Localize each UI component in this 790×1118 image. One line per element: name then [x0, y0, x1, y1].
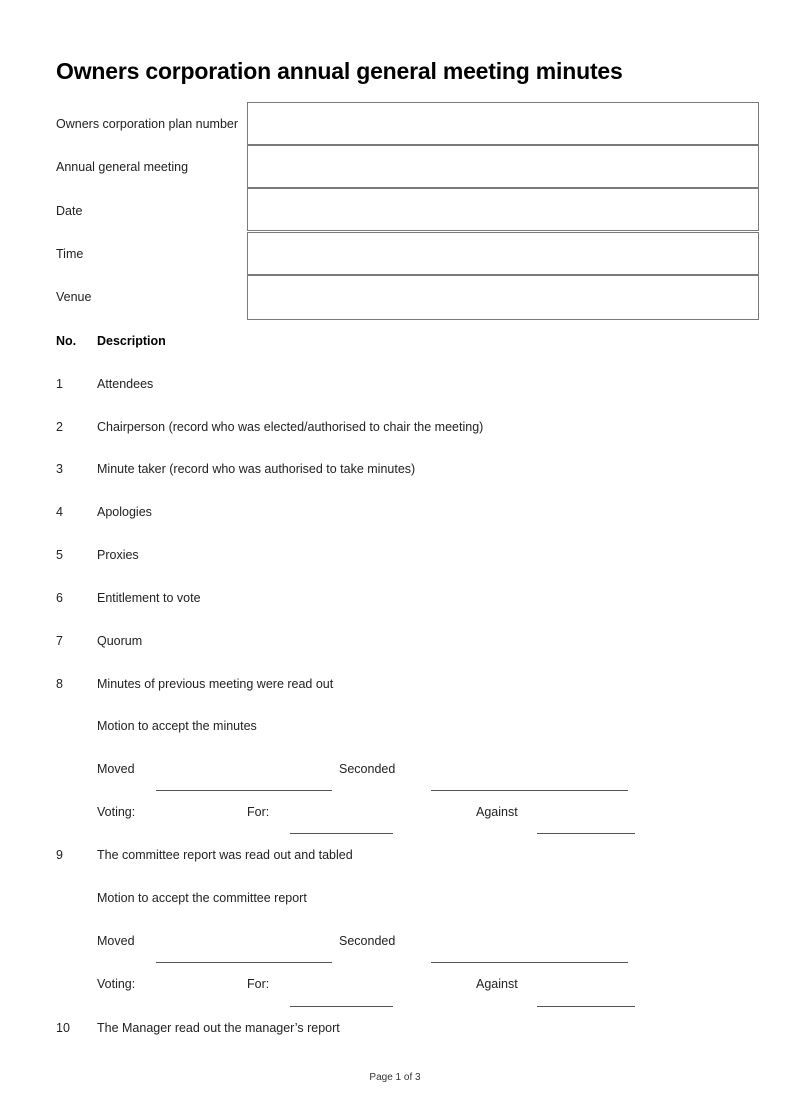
against-label: Against [476, 805, 518, 819]
item-description-entitlement: Entitlement to vote [97, 591, 201, 605]
venue-field[interactable] [247, 275, 759, 320]
agm-field[interactable] [247, 145, 759, 188]
item-number: 2 [56, 420, 63, 434]
plan-number-field[interactable] [247, 102, 759, 145]
field-label-time: Time [56, 247, 84, 261]
item-description-previous-minutes: Minutes of previous meeting were read out [97, 677, 334, 691]
item-number: 5 [56, 548, 63, 562]
motion-title: Motion to accept the committee report [97, 891, 307, 905]
seconded-input-line[interactable] [431, 790, 628, 791]
against-input-line[interactable] [537, 833, 635, 834]
field-label-agm: Annual general meeting [56, 160, 189, 174]
field-label-venue: Venue [56, 290, 92, 304]
item-description-minute-taker: Minute taker (record who was authorised to take minutes) [97, 462, 416, 476]
item-description-apologies: Apologies [97, 505, 152, 519]
item-number: 10 [56, 1021, 70, 1035]
item-number: 9 [56, 848, 63, 862]
seconded-label: Seconded [339, 934, 396, 948]
for-input-line[interactable] [290, 833, 393, 834]
item-number: 1 [56, 377, 63, 391]
item-number: 7 [56, 634, 63, 648]
item-description-chairperson: Chairperson (record who was elected/authorised to chair the meeting) [97, 420, 484, 434]
item-description-committee-report: The committee report was read out and tabled [97, 848, 353, 862]
page-number: Page 1 of 3 [369, 1072, 421, 1083]
for-label: For: [247, 805, 270, 819]
item-number: 4 [56, 505, 63, 519]
for-label: For: [247, 977, 270, 991]
moved-input-line[interactable] [156, 790, 332, 791]
motion-title: Motion to accept the minutes [97, 719, 257, 733]
moved-input-line[interactable] [156, 962, 332, 963]
column-header-no: No. [56, 334, 77, 348]
against-label: Against [476, 977, 518, 991]
item-description-quorum: Quorum [97, 634, 143, 648]
page-title: Owners corporation annual general meeting minutes [56, 58, 623, 84]
item-description-attendees: Attendees [97, 377, 154, 391]
time-field[interactable] [247, 232, 759, 275]
voting-label: Voting: [97, 805, 136, 819]
moved-label: Moved [97, 762, 135, 776]
date-field[interactable] [247, 188, 759, 231]
item-description-manager-report: The Manager read out the manager’s report [97, 1021, 340, 1035]
seconded-label: Seconded [339, 762, 396, 776]
voting-label: Voting: [97, 977, 136, 991]
column-header-description: Description [97, 334, 166, 348]
moved-label: Moved [97, 934, 135, 948]
item-number: 6 [56, 591, 63, 605]
field-label-plan-number: Owners corporation plan number [56, 117, 239, 131]
item-description-proxies: Proxies [97, 548, 139, 562]
item-number: 8 [56, 677, 63, 691]
for-input-line[interactable] [290, 1006, 393, 1007]
field-label-date: Date [56, 204, 83, 218]
item-number: 3 [56, 462, 63, 476]
seconded-input-line[interactable] [431, 962, 628, 963]
against-input-line[interactable] [537, 1006, 635, 1007]
